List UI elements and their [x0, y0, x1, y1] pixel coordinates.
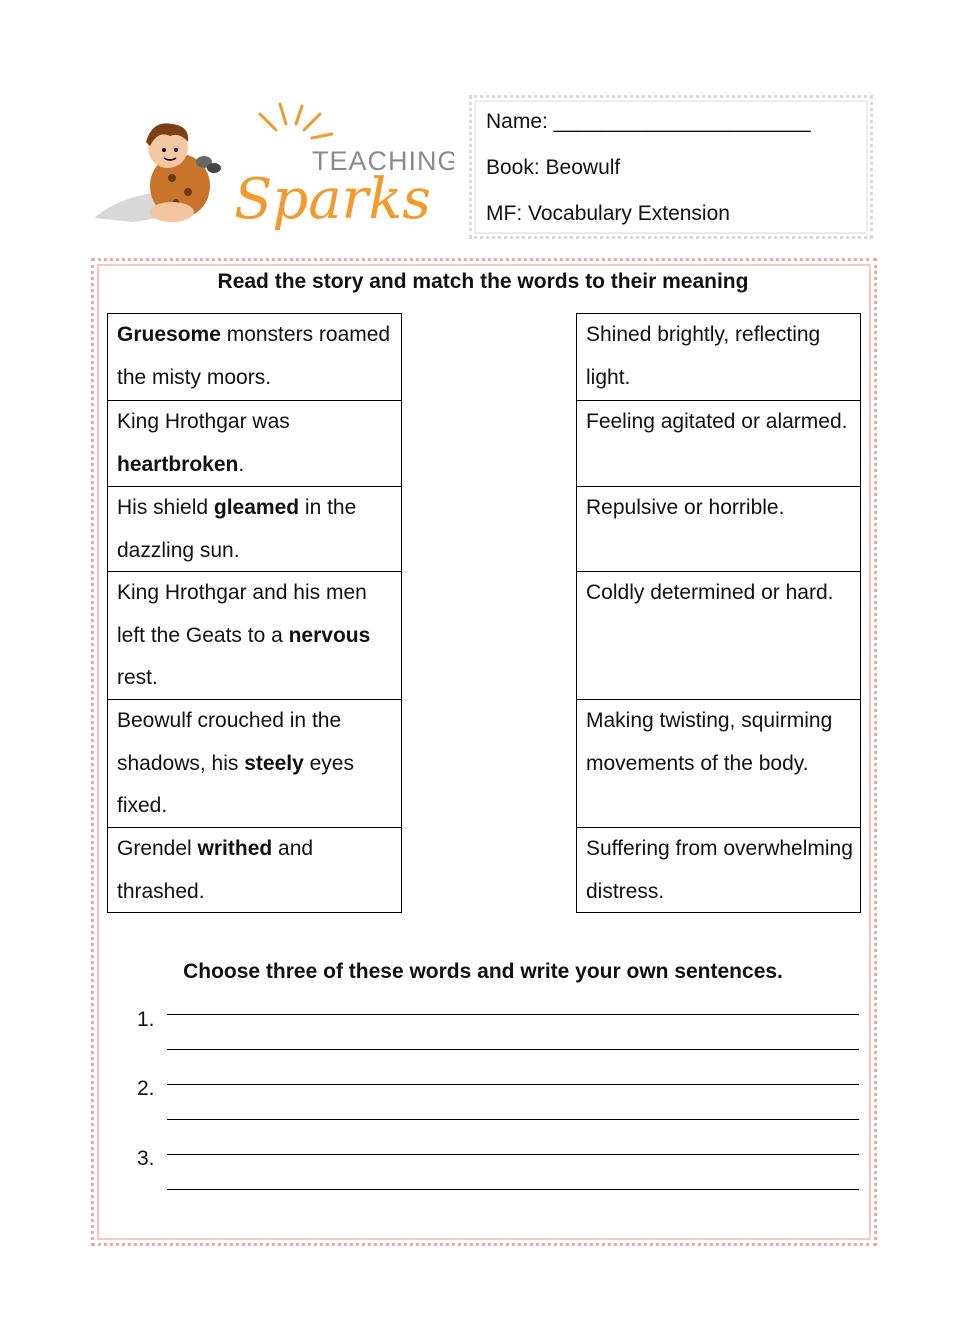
- sentence-text: Grendel writhed and thrashed.: [117, 837, 314, 903]
- meaning-row[interactable]: [577, 827, 860, 914]
- sentence-text: Beowulf crouched in the shadows, his steely eyes fixed.: [117, 709, 354, 817]
- writing-line[interactable]: [167, 1154, 859, 1155]
- vocabulary-word: writhed: [197, 837, 273, 860]
- sentence-row[interactable]: [108, 827, 401, 914]
- instructions-heading: Read the story and match the words to their meaning: [217, 270, 749, 293]
- writing-line[interactable]: [167, 1189, 859, 1190]
- writing-line[interactable]: [167, 1084, 859, 1085]
- vocabulary-word: heartbroken: [117, 452, 239, 476]
- writing-line[interactable]: [167, 1119, 859, 1120]
- meaning-text: Making twisting, squirming movements of the body.: [586, 709, 833, 775]
- meaning-text: Coldly determined or hard.: [586, 581, 834, 604]
- sentence-text: King Hrothgar was heartbroken.: [117, 410, 290, 476]
- meaning-text: Shined brightly, reflecting light.: [586, 323, 821, 389]
- vocabulary-word: Gruesome: [117, 323, 221, 346]
- meaning-row[interactable]: [577, 571, 860, 699]
- vocabulary-word: gleamed: [213, 496, 300, 519]
- meaning-row[interactable]: [577, 314, 860, 400]
- writing-heading: Choose three of these words and write your own sentences.: [183, 960, 783, 983]
- caveman-logo-icon: [92, 100, 454, 242]
- logo-sparks-text: Sparks: [234, 167, 432, 232]
- sentence-text: Gruesome monsters roamed the misty moors.: [117, 323, 391, 389]
- sentence-row[interactable]: [108, 571, 401, 699]
- meaning-row[interactable]: [577, 486, 860, 571]
- writing-line[interactable]: [167, 1049, 859, 1050]
- vocabulary-word: steely: [244, 751, 304, 775]
- sentences-table: [107, 313, 402, 913]
- item-number-2: 2.: [137, 1077, 155, 1100]
- book-label: Book: Beowulf: [486, 156, 621, 179]
- item-number-1: 1.: [137, 1008, 155, 1031]
- meaning-text: Suffering from overwhelming distress.: [586, 837, 853, 903]
- logo-teaching-text: TEACHING: [312, 146, 454, 176]
- sentence-row[interactable]: [108, 699, 401, 827]
- name-field[interactable]: Name: ______________________: [486, 110, 811, 133]
- vocabulary-word: nervous: [288, 623, 371, 647]
- sentence-text: King Hrothgar and his men left the Geats to a nervous rest.: [117, 581, 371, 689]
- meanings-table: [576, 313, 861, 913]
- writing-line[interactable]: [167, 1014, 859, 1015]
- meaning-row[interactable]: [577, 400, 860, 486]
- sentence-row[interactable]: [108, 314, 401, 400]
- item-number-3: 3.: [137, 1147, 155, 1170]
- mf-label: MF: Vocabulary Extension: [486, 202, 730, 225]
- sentence-row[interactable]: [108, 486, 401, 571]
- sentence-row[interactable]: [108, 400, 401, 486]
- student-info-box: [469, 95, 873, 239]
- meaning-text: Repulsive or horrible.: [586, 496, 785, 519]
- sentence-text: His shield gleamed in the dazzling sun.: [117, 496, 357, 562]
- teaching-sparks-logo: [92, 100, 454, 242]
- meaning-row[interactable]: [577, 699, 860, 827]
- meaning-text: Feeling agitated or alarmed.: [586, 410, 848, 433]
